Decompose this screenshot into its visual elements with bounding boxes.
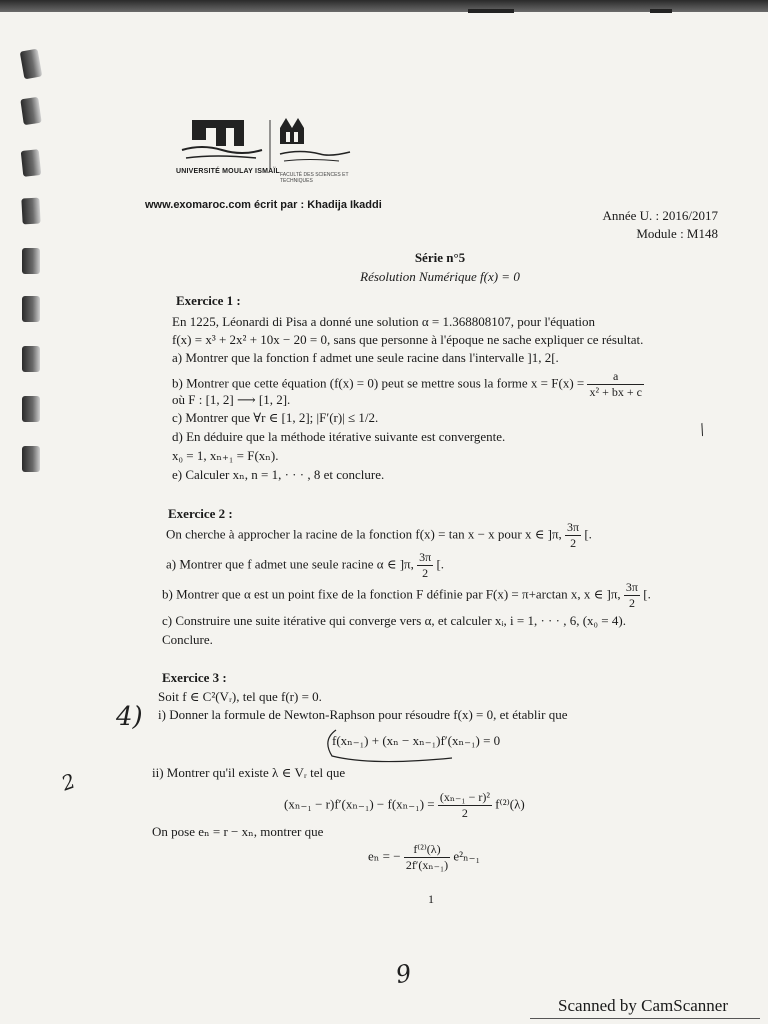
ex2-line-1-end: [.	[584, 526, 592, 542]
fraction-numerator: 3π	[567, 520, 580, 534]
ex1-line-7: d) En déduire que la méthode itérative suivante est convergente.	[172, 429, 506, 444]
formula-2-right: f⁽²⁾(λ)	[495, 796, 525, 812]
binder-hole	[22, 346, 40, 372]
binder-hole	[20, 97, 41, 125]
handwritten-mark-a: 4)	[116, 702, 143, 732]
ex2-fraction	[565, 520, 581, 551]
ex3-formula-3	[368, 842, 480, 873]
fraction-numerator: (xₙ₋₁ − r)²	[439, 790, 490, 804]
fraction-denominator: x² + bx + c	[589, 385, 642, 399]
ex1-line-2: f(x) = x³ + 2x² + 10x − 20 = 0, sans que personne à l'époque ne sache expliquer ce résultat.	[172, 332, 644, 347]
formula-2-left: (xₙ₋₁ − r)f′(xₙ₋₁) − f(xₙ₋₁) =	[284, 796, 435, 812]
handwritten-mark-b: 2	[58, 768, 79, 796]
source-line: www.exomaroc.com écrit par : Khadija Ikaddi	[145, 199, 382, 211]
ex2-line-2	[166, 550, 444, 581]
logo-university-name: UNIVERSITÉ MOULAY ISMAÏL	[176, 168, 280, 175]
formula-3-right: e²ₙ₋₁	[453, 848, 481, 864]
binder-hole	[21, 149, 42, 177]
exercise-1-heading: Exercice 1 :	[176, 293, 241, 308]
binder-hole	[22, 396, 40, 422]
handwritten-mark-c: 9	[393, 958, 414, 990]
ex3-line-3: ii) Montrer qu'il existe λ ∈ Vᵣ tel que	[152, 765, 346, 780]
exercise-2-heading: Exercice 2 :	[168, 506, 233, 521]
ex2-line-3-text: b) Montrer que α est un point fixe de la fonction F définie par F(x) = π+arctan x, x ∈ ]π,	[162, 586, 621, 602]
logo-faculty-name: FACULTÉ DES SCIENCES ET TECHNIQUES	[280, 172, 349, 184]
binder-hole	[20, 49, 43, 80]
ex1-line-6: c) Montrer que ∀r ∈ [1, 2]; |F′(r)| ≤ 1/2.	[172, 410, 379, 425]
module-code: Module : M148	[636, 226, 718, 241]
ex3-line-4: On pose eₙ = r − xₙ, montrer que	[152, 824, 324, 839]
fraction-denominator: 2	[628, 596, 635, 610]
ex2-line-2-end: [.	[436, 556, 445, 572]
ex2-line-1-text: On cherche à approcher la racine de la fonction f(x) = tan x − x pour x ∈ ]π,	[166, 526, 562, 542]
ex2-line-4: c) Construire une suite itérative qui converge vers α, et calculer xᵢ, i = 1, · · · , 6, (x₀ = 4).	[162, 613, 626, 628]
ex3-line-1: Soit f ∈ C²(Vᵣ), tel que f(r) = 0.	[158, 689, 322, 704]
binder-hole	[22, 296, 40, 322]
ex2-fraction	[624, 580, 640, 611]
formula-3-left: eₙ = −	[368, 848, 401, 864]
ex1-line-5: où F : [1, 2] ⟶ [1, 2].	[172, 392, 291, 407]
ex1-line-4-text: b) Montrer que cette équation (f(x) = 0) peut se mettre sous la forme x = F(x) =	[172, 375, 585, 391]
binder-hole	[21, 198, 40, 225]
fraction-denominator: 2	[570, 536, 577, 550]
ex2-fraction	[417, 550, 433, 581]
fraction-denominator: 2f′(xₙ₋₁)	[405, 858, 449, 872]
exercise-3-heading: Exercice 3 :	[162, 670, 227, 685]
fraction-numerator: 3π	[625, 580, 638, 594]
ex2-line-3-end: [.	[643, 586, 651, 602]
ex2-line-2-text: a) Montrer que f admet une seule racine α ∈ ]π,	[166, 556, 414, 572]
ex1-line-3: a) Montrer que la fonction f admet une seule racine dans l'intervalle ]1, 2[.	[172, 350, 559, 365]
page-number: 1	[428, 892, 434, 906]
header-info	[602, 207, 718, 243]
formula-2-fraction	[438, 790, 492, 821]
fraction-denominator: 2	[461, 806, 468, 820]
ex3-line-2: i) Donner la formule de Newton-Raphson pour résoudre f(x) = 0, et établir que	[158, 707, 568, 722]
academic-year: Année U. : 2016/2017	[602, 208, 718, 223]
ex1-line-1: En 1225, Léonardi di Pisa a donné une solution α = 1.368808107, pour l'équation	[172, 314, 596, 329]
ex1-line-9: e) Calculer xₙ, n = 1, · · · , 8 et conclure.	[172, 467, 385, 482]
university-logo	[176, 114, 366, 184]
formula-3-fraction	[404, 842, 450, 873]
logo-graphic	[176, 114, 366, 170]
ex1-fraction	[587, 369, 643, 400]
ex3-formula-1: f(xₙ₋₁) + (xₙ − xₙ₋₁)f′(xₙ₋₁) = 0	[332, 733, 501, 748]
fraction-numerator: a	[587, 369, 643, 385]
scan-edge-mark	[468, 9, 514, 13]
watermark-underline	[530, 1018, 760, 1019]
scan-edge-mark	[650, 9, 672, 13]
scanner-watermark: Scanned by CamScanner	[558, 996, 728, 1015]
series-subtitle: Résolution Numérique f(x) = 0	[360, 269, 520, 284]
binder-hole	[22, 446, 40, 472]
ex3-formula-2	[284, 790, 525, 821]
fraction-numerator: 3π	[419, 550, 432, 564]
fraction-denominator: 2	[422, 566, 429, 580]
fraction-numerator: f⁽²⁾(λ)	[404, 842, 450, 858]
series-title: Série n°5	[414, 250, 466, 265]
ex2-line-1	[166, 520, 592, 551]
handwritten-tick: /	[696, 421, 709, 439]
ex2-line-3	[162, 580, 651, 611]
handwritten-underline	[318, 724, 548, 764]
ex2-line-5: Conclure.	[162, 632, 213, 647]
ex1-line-8: x₀ = 1, xₙ₊₁ = F(xₙ).	[172, 448, 279, 463]
